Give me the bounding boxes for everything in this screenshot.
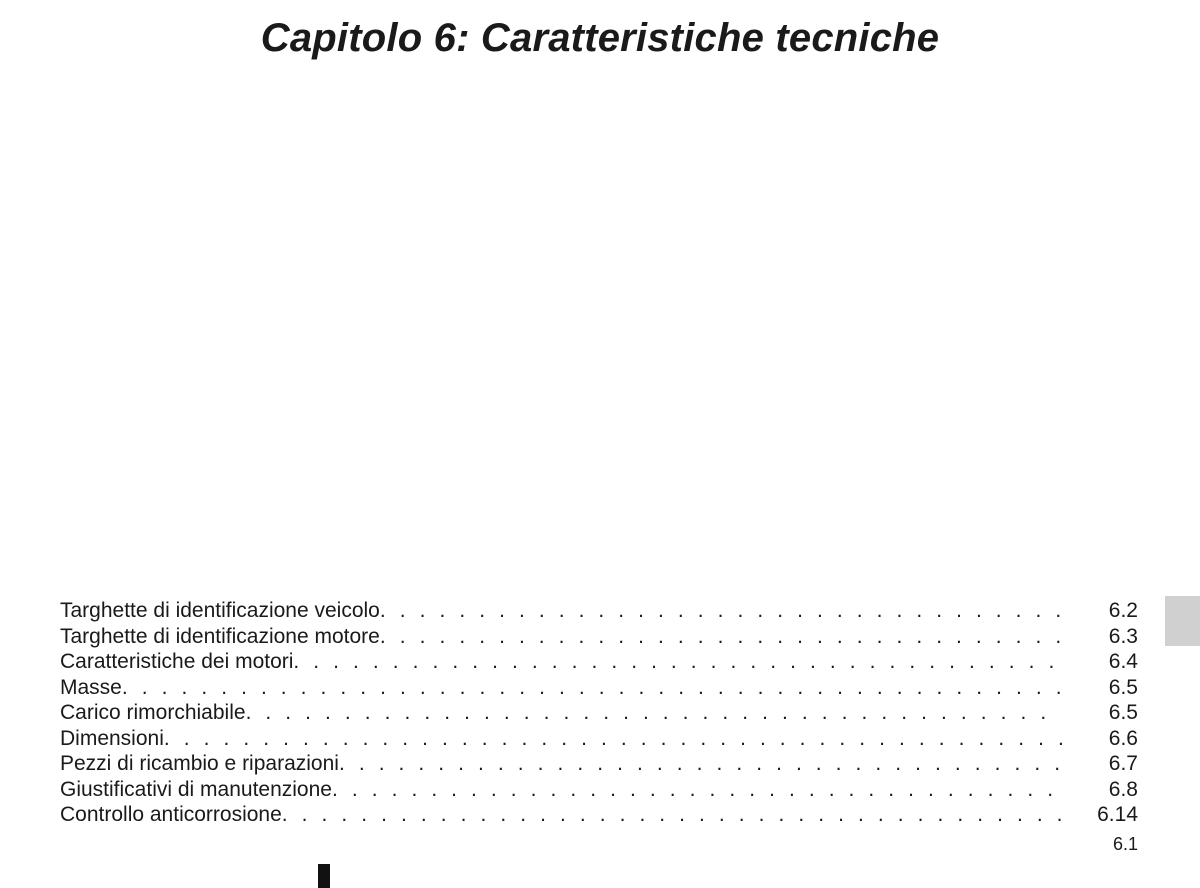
toc-entry-label: Dimensioni — [60, 726, 164, 750]
toc-entry-page: 6.5 — [1108, 675, 1138, 699]
toc-entry-label: Targhette di identificazione veicolo — [60, 599, 380, 622]
toc-entry-anticorrosion[interactable] — [60, 802, 1138, 828]
toc-entry-label: Controllo anticorrosione — [60, 803, 282, 826]
toc-entry-page: 6.4 — [1108, 650, 1138, 673]
toc-entry-weights[interactable] — [60, 675, 1138, 701]
toc-entry-page: 6.6 — [1108, 726, 1138, 750]
toc-entry-dimensions[interactable] — [60, 726, 1138, 752]
toc-entry-page: 6.8 — [1108, 777, 1138, 801]
crop-mark — [318, 864, 330, 888]
toc-entry-maintenance-records[interactable] — [60, 777, 1138, 803]
table-of-contents — [60, 598, 1138, 828]
toc-entry-label: Targhette di identificazione motore — [60, 624, 380, 648]
page-number: 6.1 — [1112, 834, 1138, 854]
toc-dot-leader — [339, 751, 1062, 777]
chapter-title: Capitolo 6: Caratteristiche tecniche — [260, 16, 940, 60]
toc-dot-leader — [332, 777, 1062, 803]
toc-entry-page: 6.2 — [1108, 599, 1138, 622]
toc-entry-page: 6.7 — [1108, 752, 1138, 775]
toc-entry-vehicle-plates[interactable] — [60, 598, 1138, 624]
toc-dot-leader — [246, 700, 1062, 726]
chapter-side-tab — [1165, 596, 1200, 646]
toc-dot-leader — [282, 802, 1062, 828]
toc-dot-leader — [380, 598, 1062, 624]
toc-entry-page: 6.5 — [1108, 701, 1138, 724]
toc-entry-label: Caratteristiche dei motori — [60, 650, 294, 673]
toc-entry-towing-load[interactable] — [60, 700, 1138, 726]
toc-entry-spare-parts[interactable] — [60, 751, 1138, 777]
toc-entry-label: Masse — [60, 675, 122, 699]
toc-dot-leader — [122, 675, 1062, 701]
toc-entry-label: Carico rimorchiabile — [60, 701, 246, 724]
toc-entry-engine-plates[interactable] — [60, 624, 1138, 650]
toc-dot-leader — [293, 649, 1062, 675]
toc-entry-label: Pezzi di ricambio e riparazioni — [60, 752, 339, 775]
toc-entry-label: Giustificativi di manutenzione — [60, 777, 332, 801]
toc-entry-engine-specs[interactable] — [60, 649, 1138, 675]
toc-entry-page: 6.14 — [1097, 803, 1138, 826]
toc-entry-page: 6.3 — [1108, 624, 1138, 648]
toc-dot-leader — [164, 726, 1062, 752]
toc-dot-leader — [380, 624, 1062, 650]
